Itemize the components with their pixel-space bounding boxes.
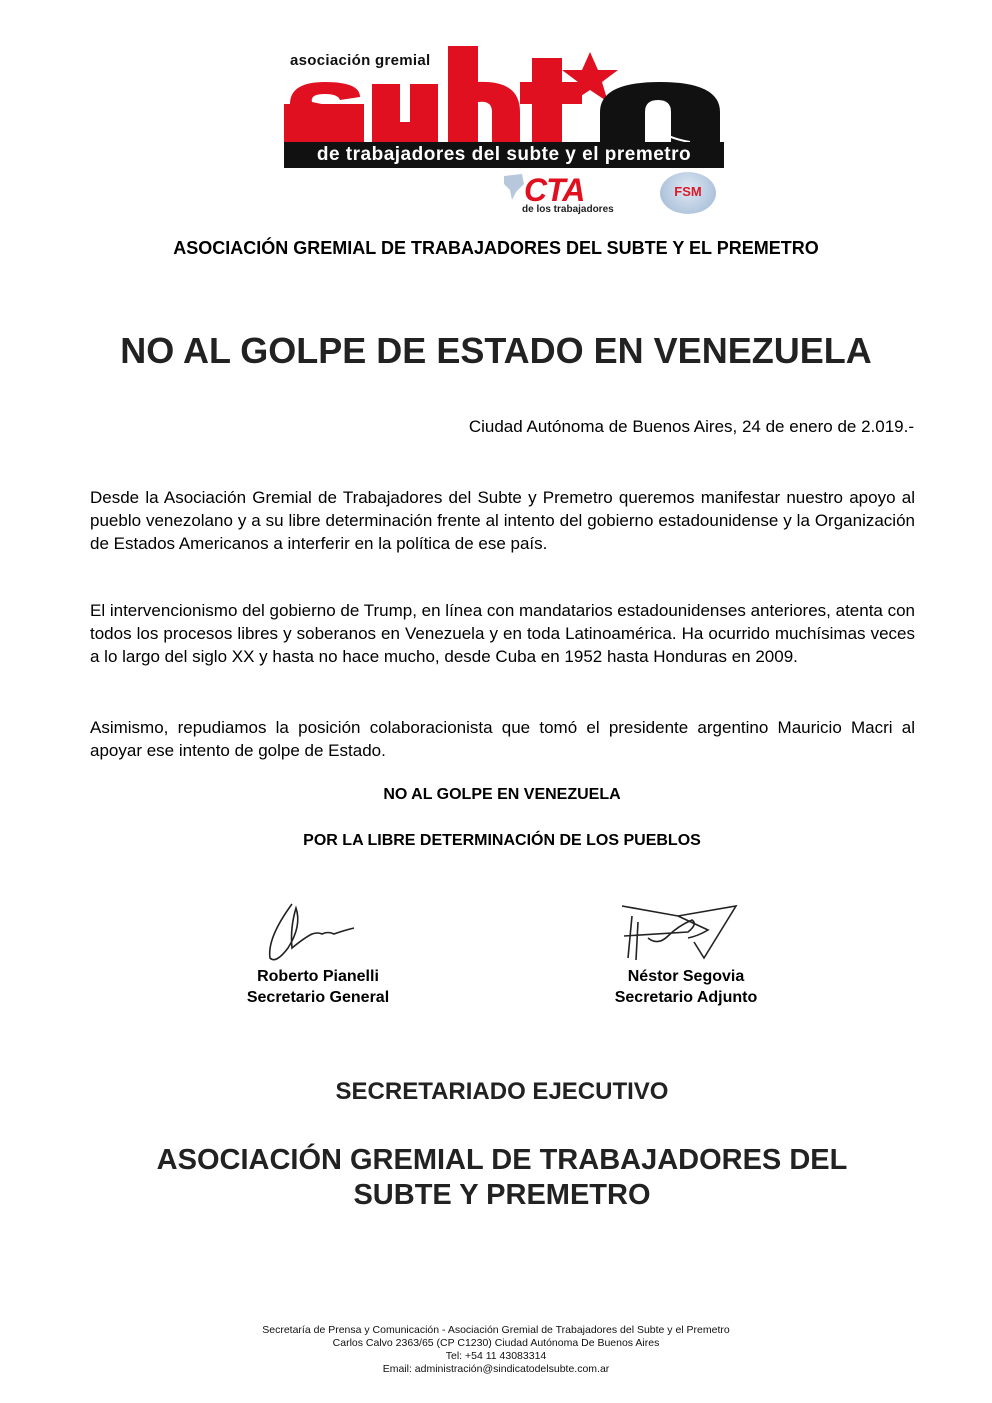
closing-organization [0, 1143, 992, 1213]
footer-line-4: Email: administración@sindicatodelsubte.com.ar [382, 1363, 610, 1375]
logo-band-text: de trabajadores del subte y el premetro [284, 142, 724, 168]
date-line: Ciudad Autónoma de Buenos Aires, 24 de enero de 2.019.- [468, 417, 914, 436]
signature-pianelli-icon [262, 898, 362, 966]
signatory-name: Roberto Pianelli [257, 968, 379, 985]
signatory-name: Néstor Segovia [627, 968, 745, 985]
footer-line-2: Carlos Calvo 2363/65 (CP C1230) Ciudad Autónoma De Buenos Aires [332, 1337, 660, 1349]
closing-organization-text: ASOCIACIÓN GREMIAL DE TRABAJADORES DEL SUBTE Y PREMETRO [156, 1144, 848, 1211]
footer-line-1: Secretaría de Prensa y Comunicación - Asociación Gremial de Trabajadores del Subte y el Premetro [262, 1324, 730, 1336]
cta-wordmark: CTA [524, 172, 585, 208]
fsm-label: FSM [674, 184, 702, 199]
fsm-logo [660, 172, 716, 214]
signatory-2 [586, 966, 786, 1008]
signature-segovia-icon [618, 902, 743, 964]
footer [0, 1324, 992, 1376]
south-america-map-icon [502, 172, 526, 202]
document-title: NO AL GOLPE DE ESTADO EN VENEZUELA [120, 330, 872, 371]
slogan-1: NO AL GOLPE EN VENEZUELA [383, 786, 621, 803]
union-logo [280, 42, 725, 217]
slogan-2: POR LA LIBRE DETERMINACIÓN DE LOS PUEBLOS [303, 832, 701, 849]
cta-subtitle: de los trabajadores [522, 204, 614, 215]
signatory-1 [218, 966, 418, 1008]
paragraph-2: El intervencionismo del gobierno de Trump, en línea con mandatarios estadounidenses anteriores, atenta con todos los procesos libres y soberanos en Venezuela y en toda Latinoamérica. Ha ocurrido muchísimas veces a lo largo del siglo XX y hasta no hace mucho, desde Cuba en 1952 hasta Honduras en 2009. [90, 601, 916, 666]
organization-header: ASOCIACIÓN GREMIAL DE TRABAJADORES DEL SUBTE Y EL PREMETRO [173, 238, 819, 258]
cta-logo [502, 172, 642, 216]
signatory-role: Secretario General [246, 989, 390, 1006]
signatory-role: Secretario Adjunto [614, 989, 758, 1006]
paragraph-3: Asimismo, repudiamos la posición colaboracionista que tomó el presidente argentino Mauricio Macri al apoyar ese intento de golpe de Estado. [90, 718, 915, 760]
secretariat-title: SECRETARIADO EJECUTIVO [335, 1078, 669, 1105]
logo-top-text: asociación gremial [290, 52, 431, 69]
footer-line-3: Tel: +54 11 43083314 [445, 1350, 547, 1362]
paragraph-1: Desde la Asociación Gremial de Trabajadores del Subte y Premetro queremos manifestar nuestro apoyo al pueblo venezolano y a su libre determinación frente al intento del gobierno estadounidense y la Organización de Estados Americanos a interferir en la política de ese país. [90, 488, 915, 553]
